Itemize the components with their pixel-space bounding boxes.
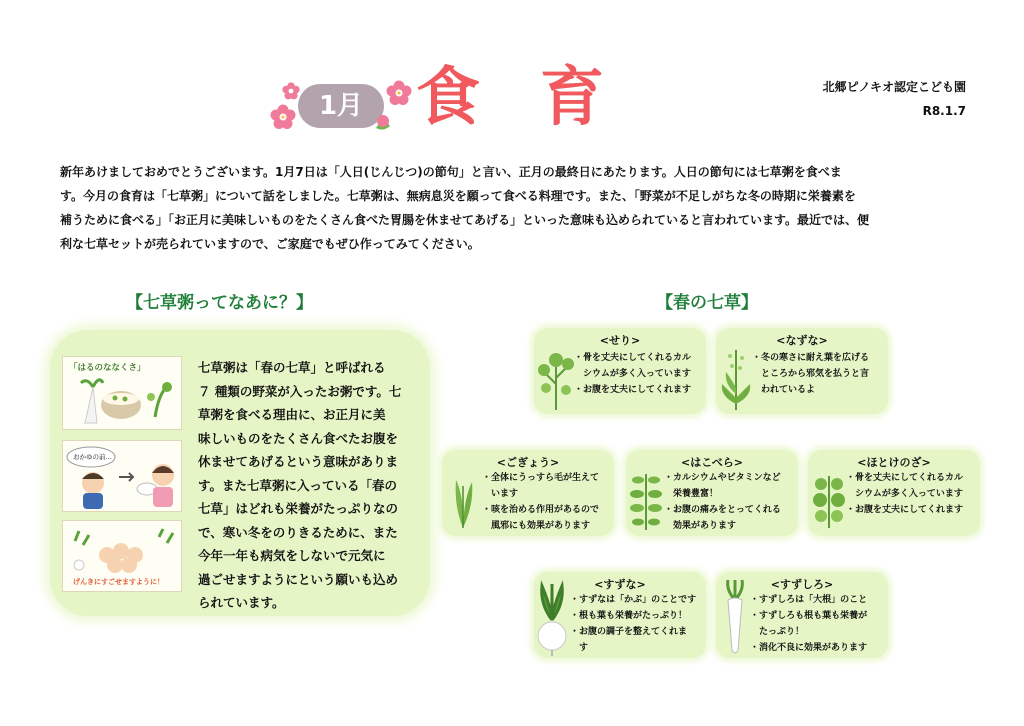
explanation-line: 草粥を食べる理由に、お正月に美 [198,407,386,422]
school-name: 北郷ピノキオ認定こども園 [822,80,966,94]
nazuna-herb-icon [716,344,756,412]
herb-description [482,470,599,534]
herb-line: 風邪にも効果があります [482,521,591,531]
herb-line: たっぷり！ [750,627,805,637]
illustration-caption: げんきにすごせますように！ [73,578,164,586]
hotokenoza-herb-icon [810,466,848,530]
illustration-caption: おかゆの前… [73,453,112,461]
page-title: 食育 [416,61,664,135]
herb-line: ・咳を治める作用があるので [482,505,600,515]
herb-name: <すずしろ> [770,578,834,591]
explanation-line: られています。 [198,595,285,610]
nanakusa-gayu-heading: 【七草粥ってなあに？】 [126,293,313,313]
plum-flower-icon [282,82,300,100]
nanakusa-gayu-explanation [198,356,420,615]
herb-line: われているよ [752,385,816,395]
herb-name: <はこべら> [681,456,743,469]
gogyou-herb-icon [444,466,482,530]
explanation-line: 七草粥は「春の七草」と呼ばれる [198,360,386,375]
herb-name: <なずな> [776,334,828,347]
herb-line: 効果があります [664,521,737,531]
intro-line: 補うために食べる」「お正月に美味しいものをたくさん食べた胃腸を休ませてあげる」といった意味も込められていると言われています。最近では、便 [60,213,870,227]
intro-line: す。今月の食育は「七草粥」について話をしました。七草粥は、無病息災を願って食べる料理です。また、「野菜が不足しがちな冬の時期に栄養素を [60,189,856,203]
herb-name: <ほとけのざ> [857,456,931,469]
herb-line: ・すずしろも根も葉も栄養が [750,611,868,621]
illustration-caption: 「はるのななくさ」 [69,363,146,373]
children-herbs-illustration [62,520,182,592]
herb-description [752,350,869,398]
issue-date: R8.1.7 [922,104,966,118]
explanation-line: 過ごせますようにという願いも込め [198,571,399,587]
month-badge: 1月 [298,84,384,128]
intro-line: 利な七草セットが売られていますので、ご家庭でもぜひ作ってみてください。 [60,237,480,251]
explanation-line: で、寒い冬をのりきるために、また [198,524,398,540]
herb-line: ・根も葉も栄養がたっぷり！ [570,611,688,621]
herb-line: 栄養豊富！ [664,489,719,499]
explanation-line: 今年一年も病気をしないで元気に [198,548,386,563]
explanation-line: す。また七草粥に入っている「春の [198,477,398,493]
plum-flower-icon [386,80,412,106]
herb-description [750,592,867,656]
seri-herb-icon [536,344,576,412]
intro-line: 新年あけましておめでとうございます。1月7日は「人日(じんじつ)の節句」と言い、正月の最終日にあたります。人日の節句には七草粥を食べま [60,165,842,179]
explanation-line: 七草」はどれも栄養がたっぷりなの [198,501,399,516]
spring-seven-herbs-heading: 【春の七草】 [656,293,758,313]
explanation-line: 休ませてあげるという意味がありま [198,454,399,469]
herb-name: <すずな> [594,578,646,591]
herb-line: ・骨を丈夫にしてくれるカル [846,473,964,483]
herb-line: す [570,643,589,653]
suzushiro-daikon-icon [720,578,750,656]
herb-description [574,350,691,398]
explanation-line: ７ 種類の野菜が入ったお粥です。七 [198,383,402,399]
hakobera-herb-icon [626,466,666,532]
flower-bud-icon [372,110,394,132]
herb-line: ・お腹の痛みをとってくれる [664,505,781,515]
herb-name: <せり> [599,334,641,347]
herb-line: います [482,489,519,499]
herb-line: ・カルシウムやビタミンなど [664,473,781,483]
herb-line: ・すずなは「かぶ」のことです [570,595,697,605]
spring-herbs-illustration [62,356,182,430]
herb-line: ところから邪気を払うと言 [752,369,870,379]
herb-line: ・冬の寒さに耐え葉を広げる [752,353,870,363]
herb-line: ・骨を丈夫にしてくれるカル [574,353,692,363]
herb-line: シウムが多く入っています [574,369,691,379]
herb-line: シウムが多く入っています [846,489,963,499]
explanation-line: 味しいものをたくさん食べたお腹を [198,430,399,446]
eating-porridge-illustration [62,440,182,512]
suzuna-turnip-icon [534,580,570,656]
herb-name: <ごぎょう> [496,456,560,469]
herb-line: ・全体にうっすら毛が生えて [482,473,600,483]
plum-flower-icon [270,104,296,130]
herb-description [664,470,781,534]
herb-line: ・お腹を丈夫にしてくれます [846,505,964,515]
herb-line: ・すずしろは「大根」のこと [750,595,868,605]
intro-paragraph [60,160,970,256]
herb-line: ・お腹の調子を整えてくれま [570,627,688,637]
herb-description [846,470,963,518]
herb-description [570,592,696,656]
herb-line: ・お腹を丈夫にしてくれます [574,385,692,395]
herb-line: ・消化不良に効果があります [750,643,868,653]
